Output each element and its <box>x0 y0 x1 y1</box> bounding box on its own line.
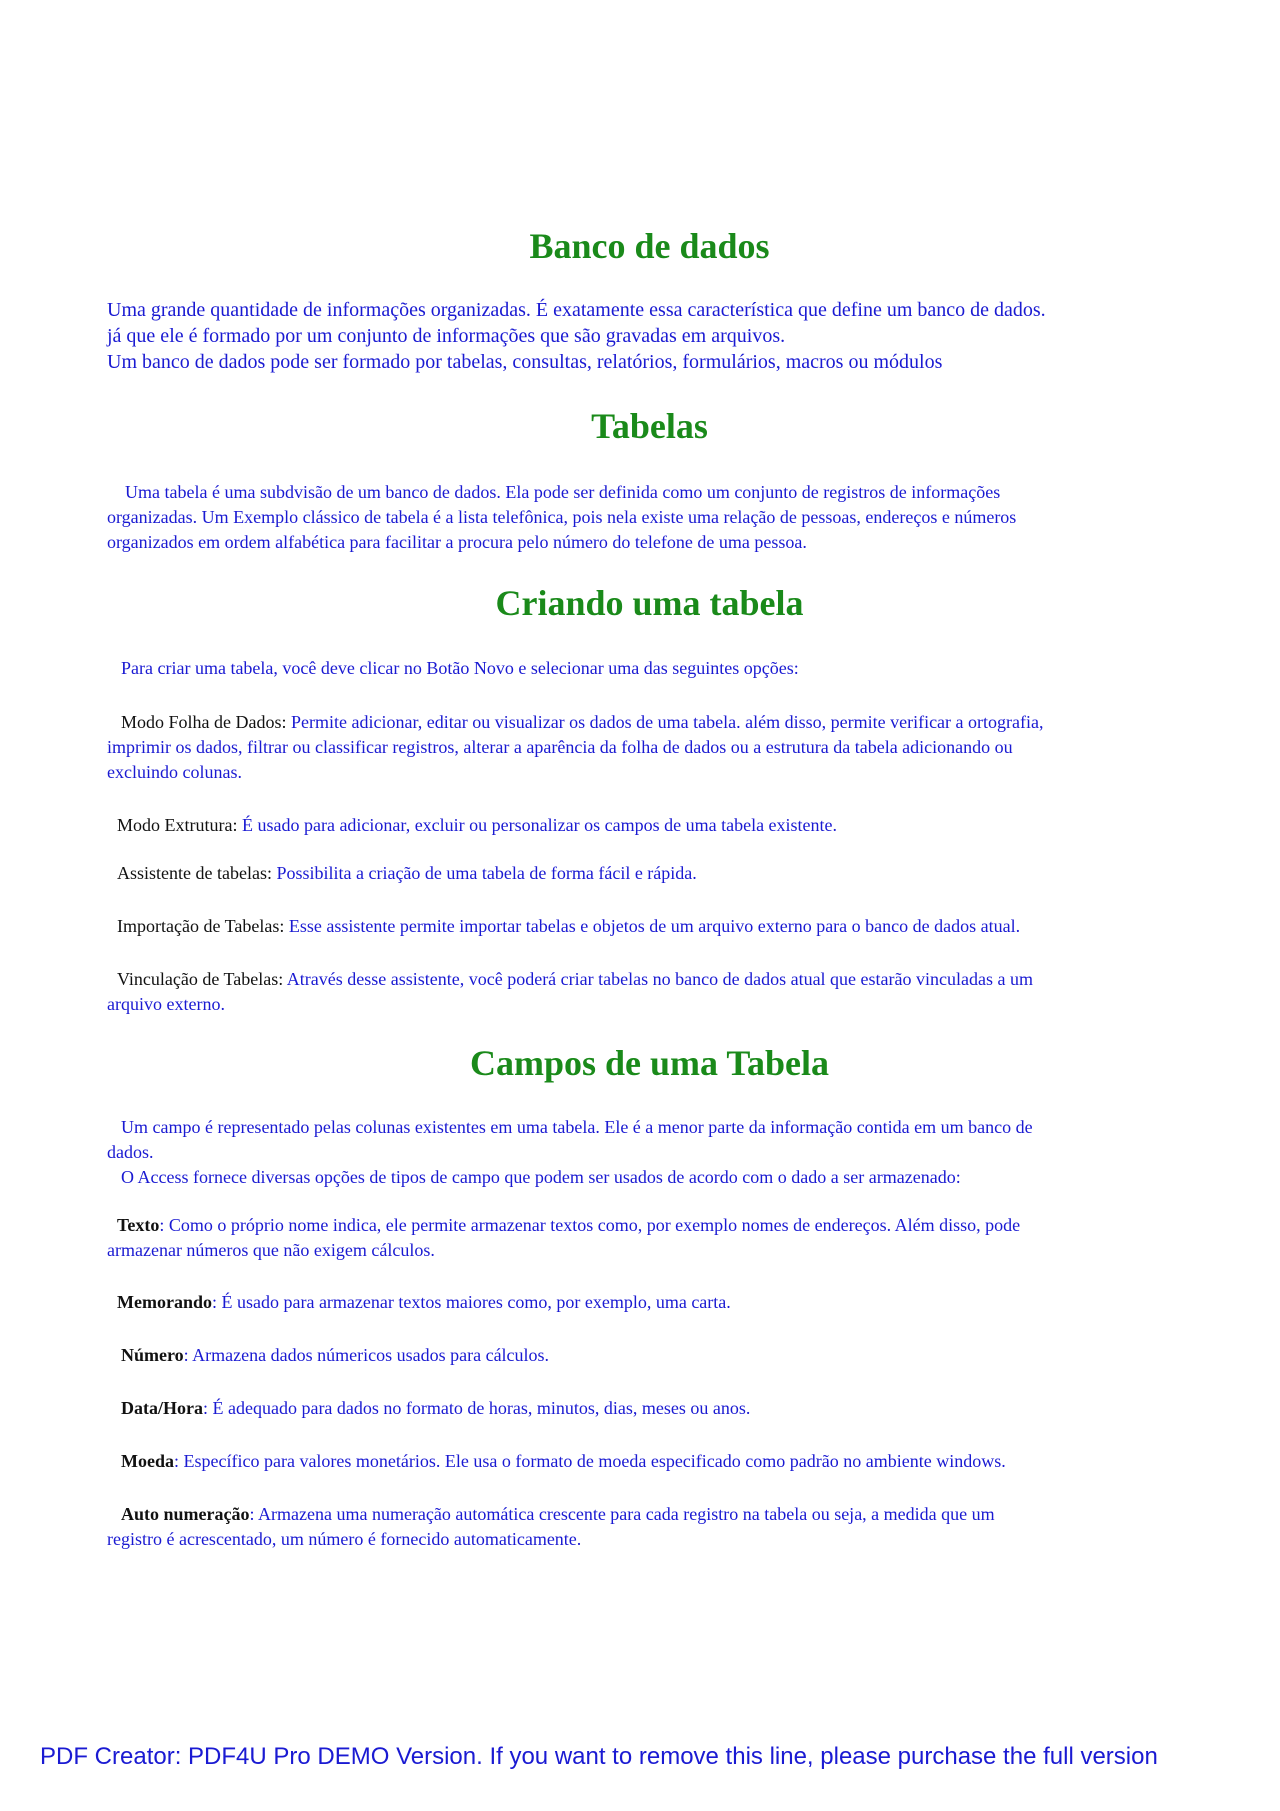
field-type-term: Texto <box>117 1215 160 1235</box>
field-type-texto <box>107 1213 1192 1263</box>
field-type-term: Memorando <box>117 1292 212 1312</box>
field-type-description: : É adequado para dados no formato de horas, minutos, dias, meses ou anos. <box>202 1398 751 1418</box>
field-type-term: Número <box>121 1345 184 1365</box>
heading-criando-uma-tabela: Criando uma tabela <box>495 583 804 623</box>
text-line: organizados em ordem alfabética para facilitar a procura pelo número do telefone de uma pessoa. <box>107 532 807 552</box>
heading-campos-de-uma-tabela: Campos de uma Tabela <box>469 1043 830 1083</box>
paragraph-banco-de-dados <box>107 297 1192 375</box>
option-modo-extrutura <box>107 813 1192 838</box>
field-type-description: : É usado para armazenar textos maiores como, por exemplo, uma carta. <box>211 1292 731 1312</box>
option-term: Modo Extrutura: <box>117 815 238 835</box>
text-line: Um banco de dados pode ser formado por tabelas, consultas, relatórios, formulários, macros ou módulos <box>107 351 943 373</box>
option-vinculacao-de-tabelas <box>107 967 1192 1017</box>
option-description: Esse assistente permite importar tabelas e objetos de um arquivo externo para o banco de dados atual. <box>284 916 1021 936</box>
option-term: Assistente de tabelas: <box>117 863 272 883</box>
field-type-memorando <box>107 1290 1192 1315</box>
option-term: Importação de Tabelas: <box>117 916 285 936</box>
paragraph-campos-intro <box>107 1115 1192 1190</box>
field-type-term: Moeda <box>121 1451 174 1471</box>
text-line: Uma grande quantidade de informações organizadas. É exatamente essa característica que define um banco de dados. <box>107 299 1046 321</box>
field-type-numero <box>107 1343 1192 1368</box>
field-type-term: Data/Hora <box>121 1398 203 1418</box>
paragraph-tabelas <box>107 480 1192 555</box>
text-line: já que ele é formado por um conjunto de informações que são gravadas em arquivos. <box>107 325 786 347</box>
pdf-creator-demo-footer: PDF Creator: PDF4U Pro DEMO Version. If you want to remove this line, please purchase the full version <box>40 1743 1158 1770</box>
field-type-data-hora <box>107 1396 1192 1421</box>
text-line: Uma tabela é uma subdvisão de um banco de dados. Ela pode ser definida como um conjunto de registros de informações <box>125 482 1001 502</box>
field-type-description: : Como o próprio nome indica, ele permite armazenar textos como, por exemplo nomes de endereços. Além disso, pode <box>159 1215 1021 1235</box>
option-modo-folha-de-dados <box>107 710 1192 785</box>
option-assistente-de-tabelas <box>107 861 1192 886</box>
text-line: imprimir os dados, filtrar ou classificar registros, alterar a aparência da folha de dados ou a estrutura da tabela adicionando ou <box>107 737 1013 757</box>
text-line: excluindo colunas. <box>107 762 242 782</box>
text-line: Um campo é representado pelas colunas existentes em uma tabela. Ele é a menor parte da informação contida em um banco de <box>121 1117 1033 1137</box>
field-type-term: Auto numeração <box>121 1504 250 1524</box>
text-line: O Access fornece diversas opções de tipos de campo que podem ser usados de acordo com o dado a ser armazenado: <box>121 1167 961 1187</box>
heading-banco-de-dados: Banco de dados <box>529 226 770 266</box>
option-description: Permite adicionar, editar ou visualizar os dados de uma tabela. além disso, permite verificar a ortografia, <box>286 712 1044 732</box>
option-description: É usado para adicionar, excluir ou personalizar os campos de uma tabela existente. <box>237 815 838 835</box>
field-type-description: : Armazena uma numeração automática crescente para cada registro na tabela ou seja, a medida que um <box>249 1504 995 1524</box>
field-type-description: : Armazena dados númericos usados para cálculos. <box>183 1345 550 1365</box>
option-term: Vinculação de Tabelas: <box>117 969 284 989</box>
field-type-description: : Específico para valores monetários. Ele usa o formato de moeda especificado como padrão no ambiente windows. <box>174 1451 1006 1471</box>
option-importacao-de-tabelas <box>107 914 1192 939</box>
field-type-auto-numeracao <box>107 1502 1192 1552</box>
text-line: dados. <box>107 1142 154 1162</box>
option-description: Através desse assistente, você poderá criar tabelas no banco de dados atual que estarão vinculadas a um <box>283 969 1033 989</box>
field-type-moeda <box>107 1449 1192 1474</box>
text-line: organizadas. Um Exemplo clássico de tabela é a lista telefônica, pois nela existe uma relação de pessoas, endereços e números <box>107 507 1017 527</box>
text-line: armazenar números que não exigem cálculos. <box>107 1240 435 1260</box>
text-line: Para criar uma tabela, você deve clicar no Botão Novo e selecionar uma das seguintes opções: <box>121 658 799 678</box>
text-line: registro é acrescentado, um número é fornecido automaticamente. <box>107 1529 582 1549</box>
option-term: Modo Folha de Dados: <box>121 712 287 732</box>
heading-tabelas: Tabelas <box>591 406 708 446</box>
option-description: Possibilita a criação de uma tabela de forma fácil e rápida. <box>271 863 697 883</box>
paragraph-criando-intro <box>107 656 1192 681</box>
text-line: arquivo externo. <box>107 994 225 1014</box>
